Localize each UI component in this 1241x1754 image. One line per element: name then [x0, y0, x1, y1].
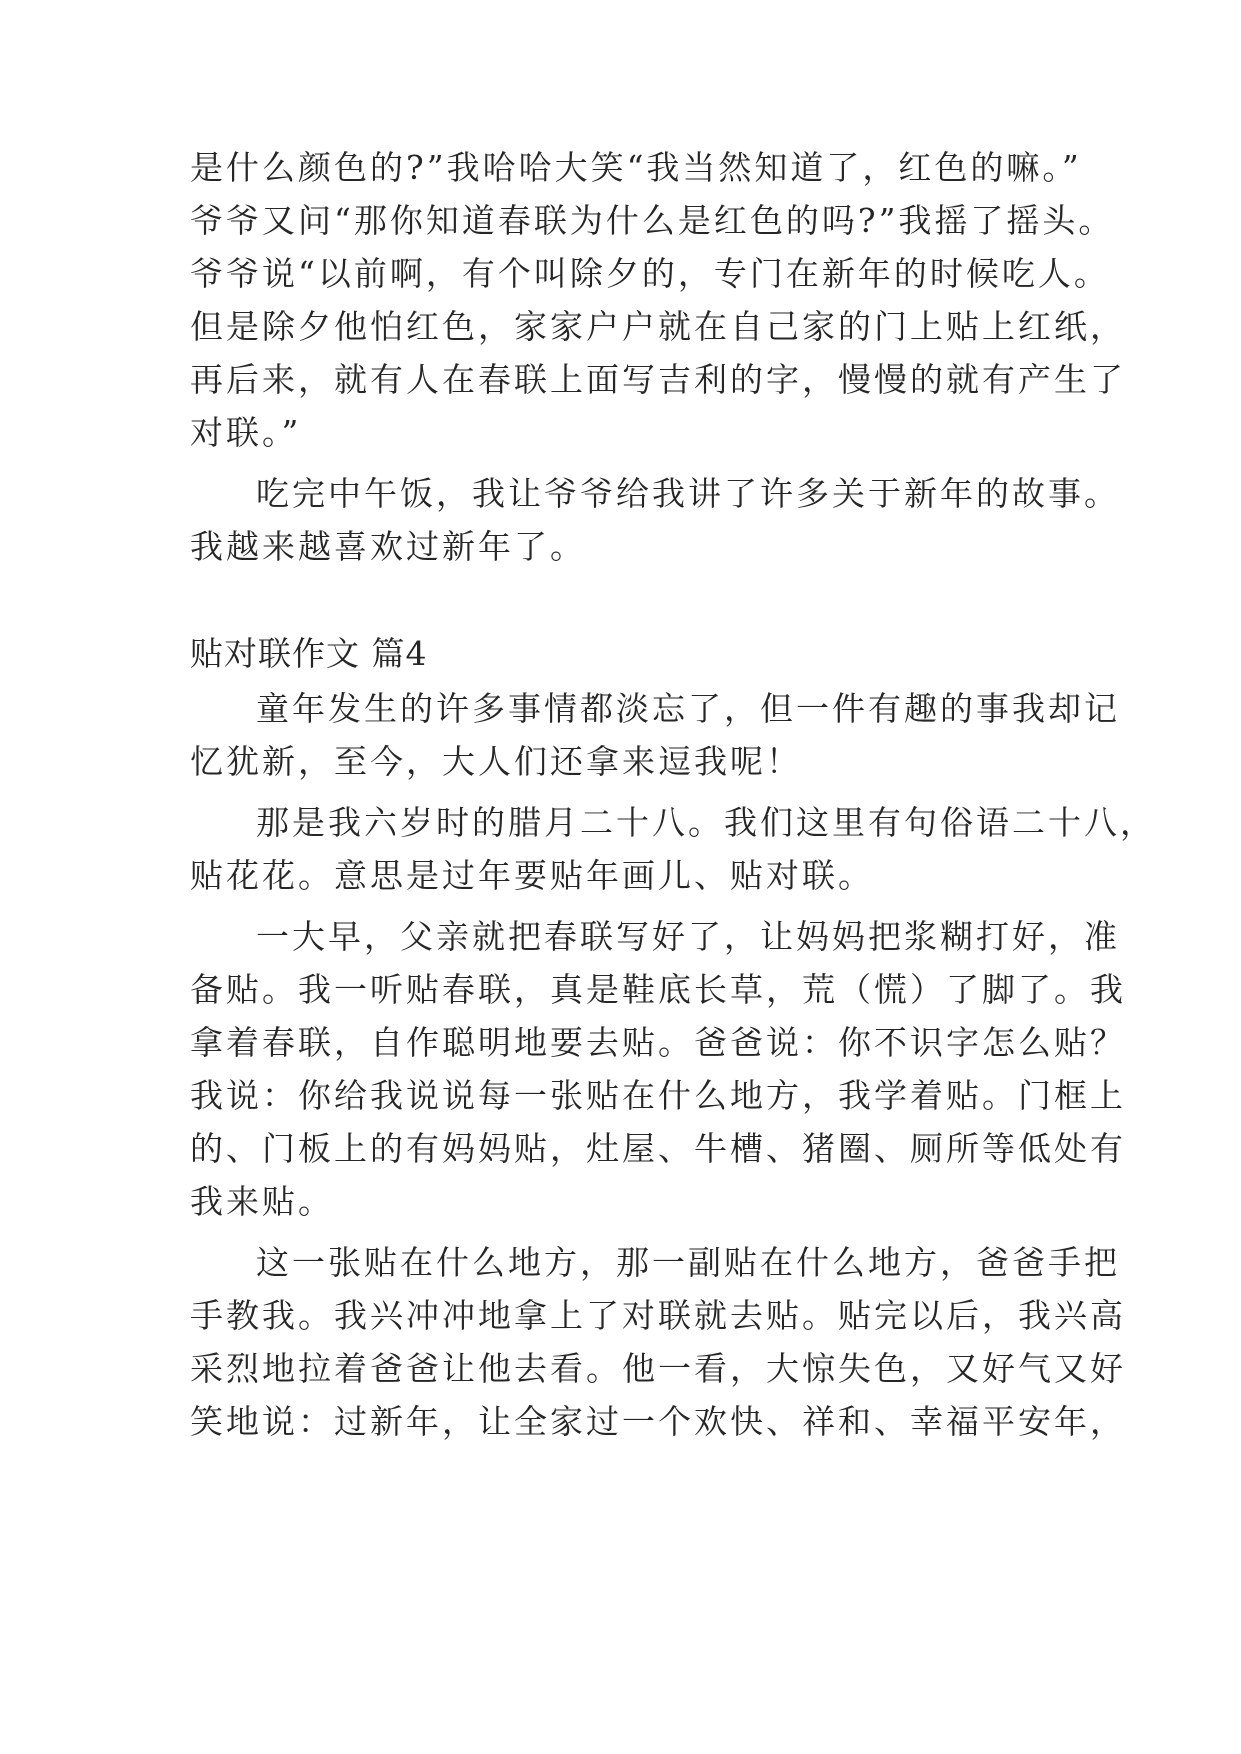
section-heading: 贴对联作文 篇4 [190, 634, 428, 673]
body-text-line: 童年发生的许多事情都淡忘了，但一件有趣的事我却记 [256, 689, 1120, 728]
body-text-line: 一大早，父亲就把春联写好了，让妈妈把浆糊打好，准 [256, 917, 1120, 956]
body-text-line: 爷爷说“以前啊，有个叫除夕的，专门在新年的时候吃人。 [190, 254, 1110, 293]
body-text-line: 的、门板上的有妈妈贴，灶屋、牛槽、猪圈、厕所等低处有 [190, 1129, 1126, 1168]
body-text-line: 但是除夕他怕红色，家家户户就在自己家的门上贴上红纸， [190, 307, 1126, 346]
body-text-line: 那是我六岁时的腊月二十八。我们这里有句俗语二十八， [256, 803, 1156, 842]
body-text-line: 爷爷又问“那你知道春联为什么是红色的吗?”我摇了摇头。 [190, 201, 1115, 240]
body-text-line: 备贴。我一听贴春联，真是鞋底长草，荒（慌）了脚了。我 [190, 970, 1126, 1009]
body-text-line: 我说：你给我说说每一张贴在什么地方，我学着贴。门框上 [190, 1076, 1126, 1115]
body-text-line: 是什么颜色的?”我哈哈大笑“我当然知道了，红色的嘛。” [190, 148, 1082, 187]
body-text-line: 贴花花。意思是过年要贴年画儿、贴对联。 [190, 856, 874, 895]
body-text-line: 我越来越喜欢过新年了。 [190, 527, 586, 566]
body-text-line: 手教我。我兴冲冲地拿上了对联就去贴。贴完以后，我兴高 [190, 1296, 1126, 1335]
body-text-line: 对联。” [190, 413, 302, 452]
body-text-line: 采烈地拉着爸爸让他去看。他一看，大惊失色，又好气又好 [190, 1349, 1126, 1388]
body-text-line: 我来贴。 [190, 1182, 334, 1221]
body-text-line: 这一张贴在什么地方，那一副贴在什么地方，爸爸手把 [256, 1243, 1120, 1282]
body-text-line: 忆犹新，至今，大人们还拿来逗我呢！ [190, 742, 802, 781]
body-text-line: 拿着春联，自作聪明地要去贴。爸爸说：你不识字怎么贴？ [190, 1023, 1126, 1062]
body-text-line: 吃完中午饭，我让爷爷给我讲了许多关于新年的故事。 [256, 474, 1120, 513]
body-text-line: 再后来，就有人在春联上面写吉利的字，慢慢的就有产生了 [190, 360, 1126, 399]
body-text-line: 笑地说：过新年，让全家过一个欢快、祥和、幸福平安年， [190, 1402, 1126, 1441]
